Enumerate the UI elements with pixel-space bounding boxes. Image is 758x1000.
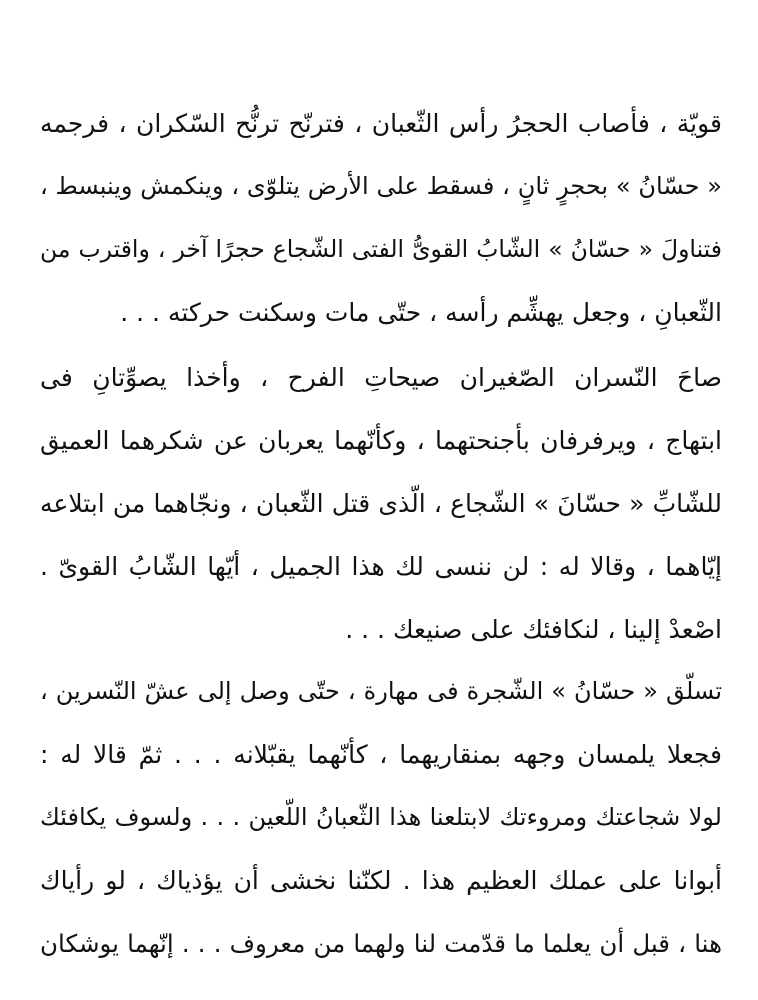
text-line: ابتهاج ، ويرفرفان بأجنحتهما ، وكأنّهما يعربان عن شكرهما العميق (40, 426, 722, 455)
text-line: اصْعدْ إلينا ، لنكافئك على صنيعك . . . (345, 615, 722, 644)
text-line: « حسّانُ » بحجرٍ ثانٍ ، فسقط على الأرض يتلوّى ، وينكمش وينبسط ، (40, 172, 722, 200)
text-line: قويّة ، فأصاب الحجرُ رأس الثّعبان ، فترنّح ترنُّح السّكران ، فرجمه (40, 109, 722, 138)
paragraph-3 (40, 660, 722, 975)
paragraph-2 (40, 346, 722, 661)
text-line: فتناولَ « حسّانُ » الشّابُ القوىُّ الفتى الشّجاع حجرًا آخر ، واقترب من (40, 235, 722, 263)
text-line: هنا ، قبل أن يعلما ما قدّمت لنا ولهما من معروف . . . إنّهما يوشكان (40, 929, 722, 958)
text-line: صاحَ النّسران الصّغيران صيحاتِ الفرح ، وأخذا يصوِّتانِ فى (40, 363, 722, 392)
text-line: للشّابِّ « حسّانَ » الشّجاع ، الّذى قتل الثّعبان ، ونجّاهما من ابتلاعه (40, 489, 722, 518)
book-page (40, 0, 722, 1000)
paragraph-1 (40, 92, 722, 344)
text-line: أبوانا على عملك العظيم هذا . لكنّنا نخشى أن يؤذياك ، لو رأياك (40, 866, 722, 895)
text-line: إيّاهما ، وقالا له : لن ننسى لك هذا الجميل ، أيّها الشّابُ القوىّ . (40, 552, 722, 581)
text-line: فجعلا يلمسان وجهه بمنقاريهما ، كأنّهما يقبّلانه . . . ثمّ قالا له : (40, 740, 722, 769)
text-line: الثّعبانِ ، وجعل يهشِّم رأسه ، حتّى مات وسكنت حركته . . . (120, 298, 722, 327)
text-line: تسلّق « حسّانُ » الشّجرة فى مهارة ، حتّى وصل إلى عشّ النّسرين ، (40, 677, 722, 705)
text-line: لولا شجاعتك ومروءتك لابتلعنا هذا الثّعبانُ اللّعين . . . ولسوف يكافئك (40, 803, 722, 831)
